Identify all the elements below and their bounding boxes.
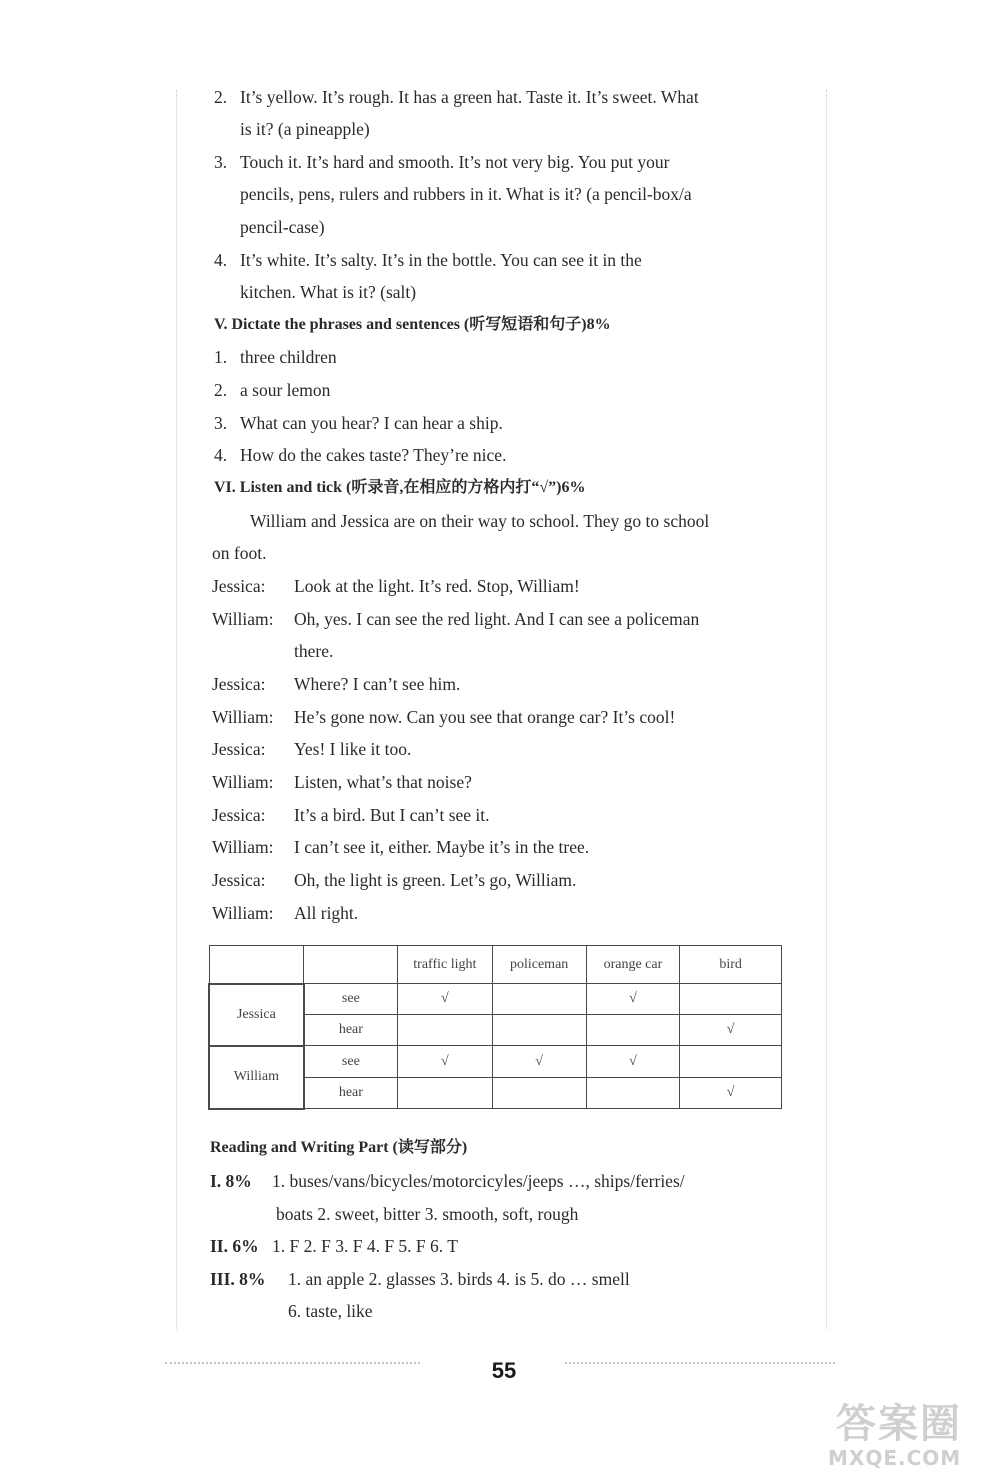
- answer-2-line2: is it? (a pineapple): [240, 119, 370, 139]
- answer-4-line1: 4. It’s white. It’s salty. It’s in the bottle. You can see it in the: [214, 250, 642, 270]
- answer-4-line2: kitchen. What is it? (salt): [240, 282, 417, 302]
- section-vi-intro-line1: William and Jessica are on their way to school. They go to school: [250, 511, 710, 531]
- section-v-item: 2. a sour lemon: [214, 380, 331, 400]
- table-tick-cell: [586, 1078, 680, 1109]
- table-tick-cell: [492, 1015, 586, 1046]
- table-tick-cell: [397, 1078, 492, 1109]
- watermark-logo: 答案圈: [836, 1401, 962, 1447]
- table-action-cell: see: [304, 1046, 398, 1078]
- section-v-item: 1. three children: [214, 347, 337, 367]
- rw-answer-ii: II. 6% 1. F 2. F 3. F 4. F 5. F 6. T: [210, 1236, 458, 1256]
- dialogue-line: Jessica: Look at the light. It’s red. Stop, William!: [212, 576, 580, 596]
- table-header-cell: orange car: [586, 946, 680, 984]
- table-tick-cell: √: [492, 1046, 586, 1078]
- table-tick-cell: [680, 1046, 782, 1078]
- listen-tick-table: [208, 945, 782, 1110]
- table-tick-cell: √: [397, 1046, 492, 1078]
- answer-3-line3: pencil-case): [240, 217, 325, 237]
- section-v-item: 4. How do the cakes taste? They’re nice.: [214, 445, 507, 465]
- table-person-jessica: Jessica: [209, 984, 304, 1046]
- answer-2-line1: 2. It’s yellow. It’s rough. It has a green hat. Taste it. It’s sweet. What: [214, 87, 699, 107]
- table-tick-cell: [492, 984, 586, 1015]
- margin-guide-right: [826, 90, 827, 1330]
- rw-answer-iii-line2: 6. taste, like: [288, 1301, 373, 1321]
- section-v-item: 3. What can you hear? I can hear a ship.: [214, 413, 503, 433]
- dialogue-line: William: I can’t see it, either. Maybe it’s in the tree.: [212, 837, 590, 857]
- dialogue-line: William: All right.: [212, 903, 359, 923]
- section-v-title: V. Dictate the phrases and sentences (听写短语和句子)8%: [214, 316, 611, 333]
- table-tick-cell: [680, 984, 782, 1015]
- rw-answer-i-line2: boats 2. sweet, bitter 3. smooth, soft, rough: [276, 1204, 579, 1224]
- dialogue-line: William: Oh, yes. I can see the red light. And I can see a policeman: [212, 609, 700, 629]
- rw-answer-i-line1: I. 8% 1. buses/vans/bicycles/motorcicyles/jeeps …, ships/ferries/: [210, 1171, 685, 1191]
- table-header-cell: policeman: [492, 946, 586, 984]
- table-header-cell: traffic light: [397, 946, 492, 984]
- table-header-cell: [304, 946, 398, 984]
- dialogue-line: Jessica: It’s a bird. But I can’t see it.: [212, 805, 490, 825]
- table-tick-cell: √: [680, 1078, 782, 1109]
- reading-writing-title: Reading and Writing Part (读写部分): [210, 1139, 468, 1156]
- table-action-cell: hear: [304, 1015, 398, 1046]
- table-header-cell: bird: [680, 946, 782, 984]
- table-header-cell: [209, 946, 304, 984]
- page-number: 55: [491, 1358, 517, 1383]
- table-tick-cell: √: [680, 1015, 782, 1046]
- table-action-cell: hear: [304, 1078, 398, 1109]
- section-vi-intro-line2: on foot.: [212, 543, 267, 563]
- margin-guide-left: [176, 90, 177, 1330]
- answer-3-line1: 3. Touch it. It’s hard and smooth. It’s not very big. You put your: [214, 152, 670, 172]
- table-tick-cell: √: [586, 984, 680, 1015]
- table-tick-cell: √: [397, 984, 492, 1015]
- watermark-url: MXQE.COM: [828, 1446, 962, 1470]
- dialogue-line: William: He’s gone now. Can you see that orange car? It’s cool!: [212, 707, 676, 727]
- dialogue-line: Jessica: Where? I can’t see him.: [212, 674, 461, 694]
- footer-rule-left: [165, 1362, 420, 1364]
- dialogue-line: Jessica: Oh, the light is green. Let’s go, William.: [212, 870, 577, 890]
- footer-rule-right: [565, 1362, 835, 1364]
- table-tick-cell: [586, 1015, 680, 1046]
- dialogue-line: Jessica: Yes! I like it too.: [212, 739, 412, 759]
- dialogue-line-continued: there.: [294, 641, 334, 661]
- table-person-william: William: [209, 1046, 304, 1109]
- table-tick-cell: √: [586, 1046, 680, 1078]
- table-tick-cell: [397, 1015, 492, 1046]
- section-vi-title: VI. Listen and tick (听录音,在相应的方格内打“√”)6%: [214, 479, 586, 496]
- dialogue-line: William: Listen, what’s that noise?: [212, 772, 472, 792]
- table-tick-cell: [492, 1078, 586, 1109]
- rw-answer-iii-line1: III. 8% 1. an apple 2. glasses 3. birds 4. is 5. do … smell: [210, 1269, 630, 1289]
- table-action-cell: see: [304, 984, 398, 1015]
- answer-3-line2: pencils, pens, rulers and rubbers in it. What is it? (a pencil-box/a: [240, 184, 692, 204]
